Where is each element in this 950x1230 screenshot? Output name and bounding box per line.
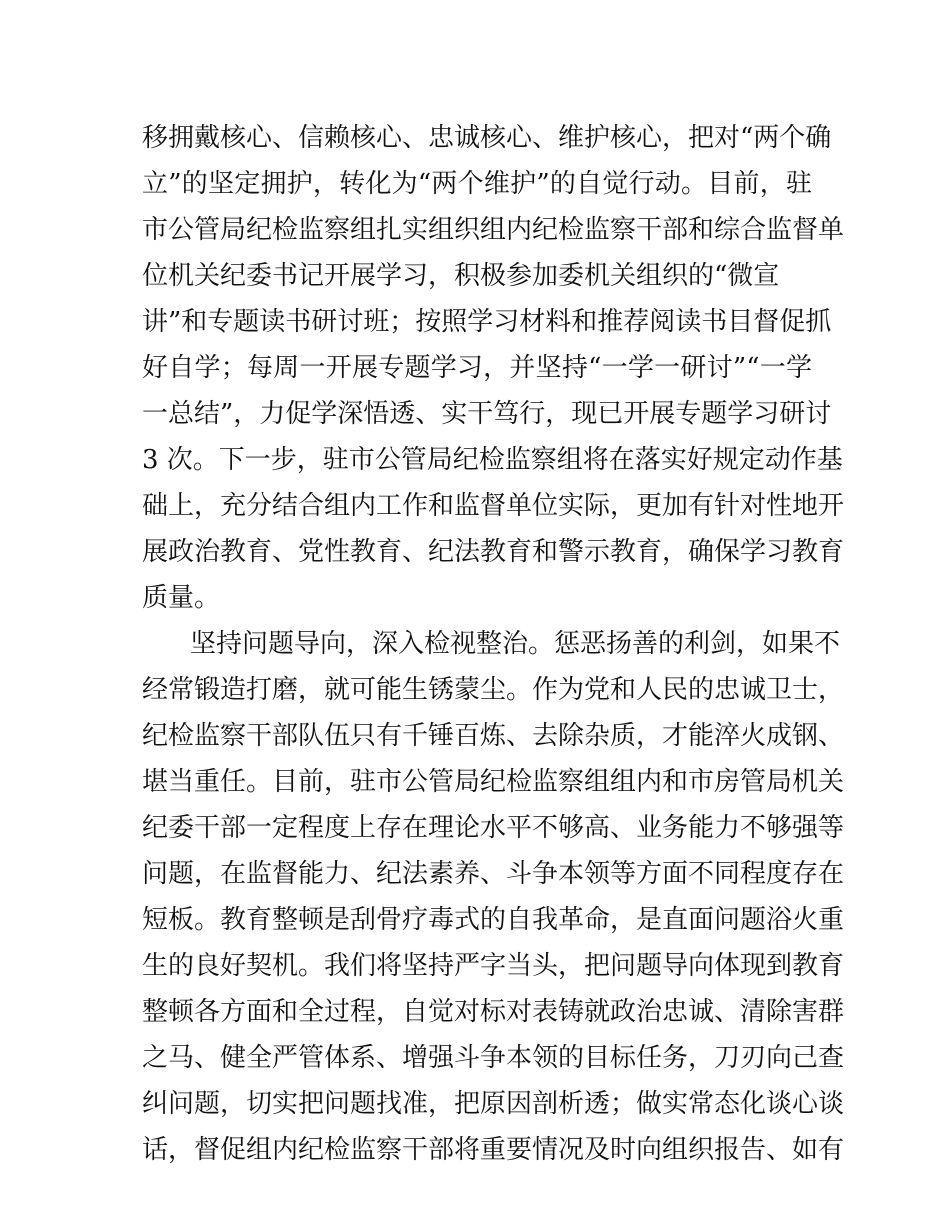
text-line: 市公管局纪检监察组扎实组织组内纪检监察干部和综合监督单: [142, 215, 845, 245]
text-line: 质量。: [142, 583, 221, 613]
text-line: 讲”和专题读书研讨班；按照学习材料和推荐阅读书目督促抓: [142, 307, 832, 337]
text-line: 础上，充分结合组内工作和监督单位实际，更加有针对性地开: [142, 491, 845, 521]
text-line: 整顿各方面和全过程，自觉对标对表铸就政治忠诚、清除害群: [142, 997, 845, 1027]
text-line: 问题，在监督能力、纪法素养、斗争本领等方面不同程度存在: [142, 859, 845, 889]
text-line: 好自学；每周一开展专题学习，并坚持“一学一研讨”“一学: [142, 353, 812, 383]
text-line: 一总结”，力促学深悟透、实干笃行，现已开展专题学习研讨: [142, 399, 832, 429]
text-line: 纪检监察干部队伍只有千锤百炼、去除杂质，才能淬火成钢、: [142, 721, 845, 751]
text-line: 立”的坚定拥护，转化为“两个维护”的自觉行动。目前，驻: [142, 169, 812, 199]
text-line: 位机关纪委书记开展学习，积极参加委机关组织的“微宣: [142, 261, 780, 291]
text-line: 纠问题，切实把问题找准，把原因剖析透；做实常态化谈心谈: [142, 1089, 845, 1119]
text-line: 话，督促组内纪检监察干部将重要情况及时向组织报告、如有: [142, 1135, 845, 1165]
text-line: 纪委干部一定程度上存在理论水平不够高、业务能力不够强等: [142, 813, 845, 843]
text-line: 移拥戴核心、信赖核心、忠诚核心、维护核心，把对“两个确: [142, 123, 832, 153]
paragraph-first-line: 坚持问题导向，深入检视整治。惩恶扬善的利剑，如果不: [190, 629, 841, 659]
text-line: 之马、健全严管体系、增强斗争本领的目标任务，刀刃向己查: [142, 1043, 845, 1073]
text-line: 3 次。下一步，驻市公管局纪检监察组将在落实好规定动作基: [142, 445, 843, 475]
text-line: 经常锻造打磨，就可能生锈蒙尘。作为党和人民的忠诚卫士，: [142, 675, 845, 705]
text-line: 展政治教育、党性教育、纪法教育和警示教育，确保学习教育: [142, 537, 845, 567]
text-line: 生的良好契机。我们将坚持严字当头，把问题导向体现到教育: [142, 951, 845, 981]
text-line: 堪当重任。目前，驻市公管局纪检监察组组内和市房管局机关: [142, 767, 845, 797]
text-line: 短板。教育整顿是刮骨疗毒式的自我革命，是直面问题浴火重: [142, 905, 845, 935]
